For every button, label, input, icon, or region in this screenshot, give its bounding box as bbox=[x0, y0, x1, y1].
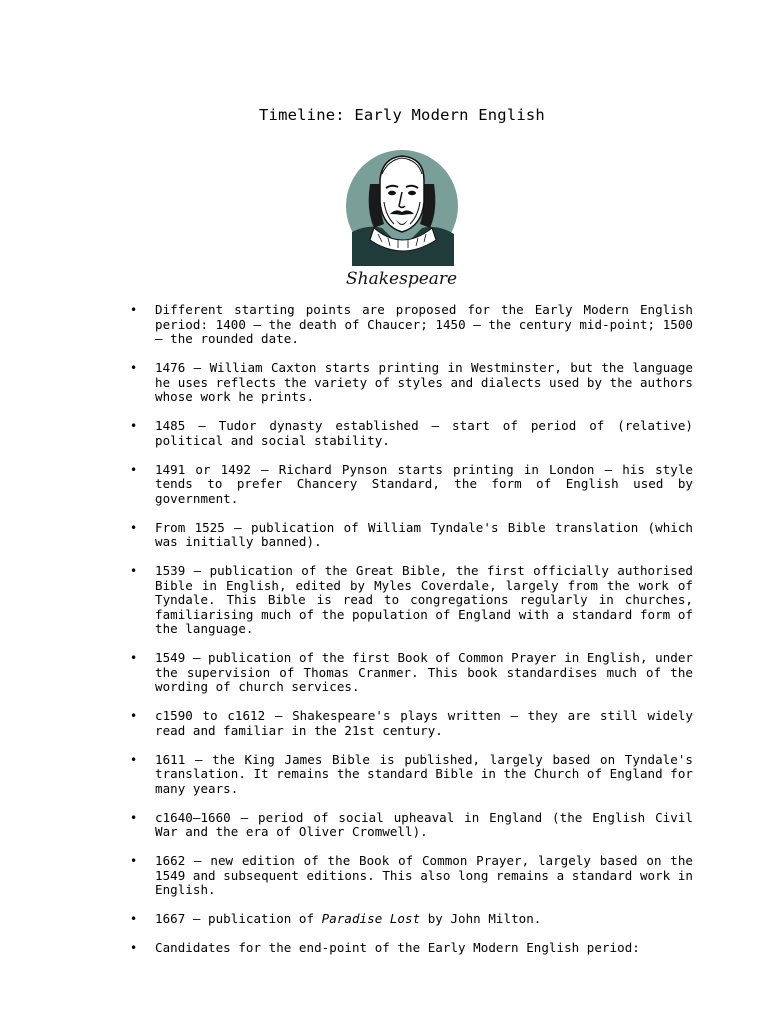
page-title: Timeline: Early Modern English bbox=[259, 106, 545, 124]
list-item: • Candidates for the end-point of the Early Modern English period: bbox=[130, 940, 640, 955]
list-item: • 1485 – Tudor dynasty established – start of period of (relative) political and social stability. bbox=[130, 418, 693, 448]
bullet: • bbox=[130, 361, 138, 375]
bullet: • bbox=[130, 810, 138, 825]
list-item: • 1491 or 1492 – Richard Pynson starts printing in London – his style tends to prefer Chancery Standard, the form of English used by government. bbox=[130, 461, 693, 506]
bullet: • bbox=[130, 752, 138, 767]
list-item: • 1539 – publication of the Great Bible, the first officially authorised Bible in English, edited by Myles Coverdale, largely from the work of Tyndale. This Bible is read to congregations regularly in churches, familiarising much of the population of England with a standard form of the language. bbox=[130, 563, 693, 636]
bullet: • bbox=[130, 709, 138, 723]
list-item: • Different starting points are proposed for the Early Modern English period: 1400 – the death of Chaucer; 1450 – the century mid-point; 1500 – the rounded date. bbox=[130, 302, 693, 346]
list-item: • 1667 – publication of Paradise Lost by John Milton. bbox=[130, 911, 542, 926]
shakespeare-portrait bbox=[338, 144, 466, 294]
timeline-list bbox=[0, 303, 693, 970]
list-item: • 1662 – new edition of the Book of Common Prayer, largely based on the 1549 and subsequent editions. This also long remains a standard work in English. bbox=[130, 853, 693, 897]
bullet: • bbox=[130, 854, 138, 868]
list-item: • From 1525 – publication of William Tyndale's Bible translation (which was initially banned). bbox=[130, 519, 693, 549]
list-item: • 1611 – the King James Bible is published, largely based on Tyndale's translation. It remains the standard Bible in the Church of England for many years. bbox=[130, 751, 693, 796]
list-item: • 1476 – William Caxton starts printing in Westminster, but the language he uses reflects the variety of styles and dialects used by the authors whose work he prints. bbox=[130, 360, 693, 404]
list-item: • c1640–1660 – period of social upheaval in England (the English Civil War and the era of Oliver Cromwell). bbox=[130, 809, 693, 839]
bullet: • bbox=[130, 303, 138, 317]
list-item: • 1549 – publication of the first Book of Common Prayer in English, under the supervision of Thomas Cranmer. This book standardises much of the wording of church services. bbox=[130, 650, 693, 694]
bullet: • bbox=[130, 912, 138, 926]
bullet: • bbox=[130, 462, 138, 477]
signature: Shakespeare bbox=[346, 269, 458, 289]
bullet: • bbox=[130, 941, 138, 955]
bullet: • bbox=[130, 520, 138, 535]
book-title: Paradise Lost bbox=[321, 911, 421, 926]
bullet: • bbox=[130, 564, 138, 578]
bullet: • bbox=[130, 419, 138, 433]
list-item: • c1590 to c1612 – Shakespeare's plays written – they are still widely read and familiar in the 21st century. bbox=[130, 708, 693, 738]
bullet: • bbox=[130, 651, 138, 665]
